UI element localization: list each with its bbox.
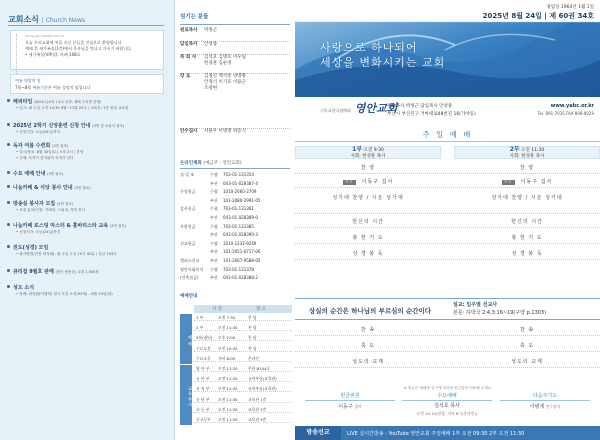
news-heading: 큐티집 9월호 판매 — [13, 269, 54, 275]
issue-info — [483, 4, 594, 20]
news-item — [6, 222, 168, 235]
duty-heading: 다음주기도 — [500, 392, 590, 401]
staff-names: 박정근 — [204, 28, 218, 33]
closing-row — [295, 340, 600, 352]
order-item: 성 경 봉 독 — [511, 251, 543, 257]
service-name: 2부 — [509, 146, 520, 153]
account-number: 703-01-131354 — [223, 172, 254, 177]
schedule-service: 초 등 부 — [196, 406, 210, 412]
account-number: 101-2080-2991-05 — [223, 197, 261, 203]
website-link[interactable]: www.yabc.or.kr — [550, 103, 594, 109]
schedule-row — [194, 406, 292, 413]
service-2-box — [454, 146, 600, 159]
header-banner — [295, 0, 600, 97]
news-heading: 해피타임 — [13, 99, 33, 105]
account-bank: 수협 — [210, 172, 218, 177]
staff-names: 서용우 이병재 하동식 — [204, 129, 246, 134]
staff-row — [180, 41, 290, 47]
schedule-place: 본 당 — [248, 335, 257, 341]
account-row — [180, 275, 292, 282]
schedule-row — [194, 385, 292, 392]
news-heading: 수요 예배 안내 — [13, 171, 46, 177]
account-number: 101-2067-9588-05 — [223, 258, 261, 263]
staff-role: 장 로 — [180, 74, 191, 79]
order-item: 봉 헌 기 도 — [511, 235, 543, 241]
account-type: 영안사회복지 — [180, 266, 204, 272]
account-type: 주정헌금 — [180, 189, 196, 195]
address: 부산시 부산진구 거마대로48번길 16(가야동) — [387, 112, 476, 117]
schedule-service: 유 치 부 — [196, 386, 210, 392]
denomination: 기독교한국침례회 — [320, 108, 351, 113]
schedule-header — [194, 305, 292, 313]
account-row — [180, 232, 292, 239]
prayer-tag: 기도 — [344, 180, 354, 184]
account-type: 선교헌금 — [180, 240, 196, 246]
order-item: 찬 양 — [360, 165, 376, 171]
order-item: 성가대 찬양 / 시온 성가대 — [332, 195, 404, 201]
duty-name: 이병재 — [529, 404, 545, 410]
schedule-time: 오전 7:30 — [218, 315, 236, 320]
order-row — [295, 216, 600, 228]
duty-heading: 헌금위원 — [305, 392, 395, 401]
broadcast-label: 방송선교 — [295, 426, 341, 440]
church-logo — [320, 100, 397, 116]
news-item — [6, 268, 168, 275]
news-heading-note: (할인 쌈용본) 교재 2,500원 — [55, 270, 99, 274]
duty-wednesday — [402, 392, 492, 418]
order-item: 찬 송 — [519, 327, 535, 333]
schedule-table — [180, 305, 292, 425]
order-item: 성도의 교제 — [352, 359, 384, 365]
accounts-subtitle: (예금주 : 영안교회) — [203, 161, 242, 166]
pastors: 원로목사 박정근 담임목사 안성종 — [387, 104, 453, 109]
staff-names-line: 김석호 김병호 이우림 — [204, 55, 246, 60]
service-host: 사회: 한경훈 목사 — [350, 153, 386, 159]
schedule-place: 유치부실(교육관) — [248, 386, 277, 392]
staff-names-line: 한경훈 김순영 — [204, 61, 232, 66]
schedule-service: 2 부 — [196, 325, 204, 331]
memo-line: 오늘 우리교회에 처음 오신 분들을 진심으로 환영합니다 — [25, 40, 122, 45]
staff-row — [180, 73, 290, 99]
account-row — [180, 181, 292, 188]
duty-heading: 수요예배 — [402, 392, 492, 401]
news-heading: 나눔카페 로스팅 마스터 & 홈바리스타 교육 — [13, 223, 109, 229]
worship-label: 예배 — [180, 314, 192, 364]
staff-role: 안수집사 — [180, 129, 198, 134]
duty-name: 이동구 — [338, 404, 353, 410]
order-item: 이동구 집사 — [361, 179, 394, 185]
schedule-place: 교육관 2층 — [248, 406, 267, 412]
schedule-service: 3부(청년) — [196, 335, 213, 341]
account-bank: 부산 — [210, 180, 218, 186]
church-news-panel — [0, 0, 175, 440]
news-heading-note: (3번 및 보류서 참조) — [92, 124, 125, 128]
closing-row — [295, 324, 600, 336]
schedule-time: 저녁 8:00 — [218, 355, 236, 361]
staff-role: 원로목사 — [180, 28, 198, 33]
account-bank: 수협 — [210, 189, 218, 195]
schedule-time: 오전 11:30 — [218, 396, 238, 402]
order-item: 봉 헌 기 도 — [352, 235, 384, 241]
order-row — [295, 192, 600, 214]
broadcast-bar — [295, 426, 600, 440]
account-bank: 수협 — [210, 266, 218, 272]
duty-next-prayer — [500, 392, 590, 411]
order-item: 찬 송 — [360, 327, 376, 333]
news-heading-note: (3번 참조) — [52, 144, 69, 148]
news-item — [6, 98, 168, 111]
account-number: 043-01-028387-4 — [223, 180, 258, 186]
schedule-time: 오전 10:30 — [218, 345, 238, 351]
order-row — [295, 162, 600, 174]
order-item: 성 경 봉 독 — [352, 251, 384, 257]
header-staff — [387, 103, 476, 119]
service-name: 1부 — [352, 146, 363, 153]
account-type: (건축헌금) — [180, 275, 199, 281]
news-item — [6, 284, 168, 297]
schedule-place: 본관 B104호 — [248, 366, 271, 371]
schedule-time: 오전 11:30 — [218, 366, 238, 371]
founded-date: 창립일 1964년 1월 1일 — [546, 5, 594, 10]
slogan-line: 세상을 변화시키는 교회 — [320, 56, 446, 69]
account-bank: 부산 — [210, 215, 218, 220]
worship-title: 주 일 예 배 — [422, 130, 473, 139]
duty-title: 오전 10:10(현장, 저녁 8시(온라인)) — [416, 411, 478, 416]
news-heading: 방송실 봉사자 모집 — [13, 201, 56, 207]
summer-box-text: 7월~8월 여름기간은 여름 성장의 달입니다 — [15, 85, 91, 90]
service-time: 오전 11:30 — [521, 148, 545, 153]
account-bank: 수협 — [210, 223, 218, 229]
order-item: 헌신의 시간 — [511, 219, 543, 225]
news-item — [6, 142, 168, 161]
duty-name: 김석호 목사 — [434, 403, 460, 409]
staff-names-line: 조광현 — [204, 86, 218, 91]
schedule-service: 수요오전 — [196, 345, 211, 351]
phone: Tel. 891-7035 FAX 898-9029 — [537, 111, 594, 116]
divider — [295, 141, 600, 142]
schedule-place: 본 당 — [248, 325, 257, 331]
accounts-title — [180, 160, 242, 166]
news-item — [6, 170, 168, 177]
divider — [180, 24, 290, 25]
account-number: 101-2051-6717-06 — [223, 249, 261, 255]
church-news-title — [8, 14, 85, 25]
account-bank: 수협 — [210, 206, 218, 212]
account-row — [180, 258, 292, 265]
memo-line: • 새가족실(VIP실): 카페 108호 — [25, 52, 81, 57]
summer-box-title: 여름 명랑의 달 — [15, 78, 41, 83]
order-item: 찬 양 — [519, 165, 535, 171]
schedule-time: 오후 2:00 — [218, 335, 236, 341]
schedule-row — [194, 396, 292, 403]
order-row — [295, 176, 600, 188]
account-bank: 부산 — [210, 275, 218, 281]
account-number: 043-01-028390-3 — [223, 232, 258, 238]
service-time: 오전 9:30 — [363, 148, 384, 153]
account-bank: 수협 — [210, 240, 218, 246]
order-item: 축 도 — [360, 343, 376, 349]
memo-caption: Young-Ahn Baptist Church — [25, 34, 65, 38]
schedule-time: 오전 11:30 — [218, 376, 238, 382]
schedule-service: 유 년 부 — [196, 396, 210, 402]
account-number: 703-01-131378 — [223, 266, 254, 272]
schedule-time: 오전 11:30 — [218, 386, 238, 392]
church-news-subtitle: | Church News — [41, 17, 85, 24]
info-panel — [176, 0, 294, 440]
account-number: 703-01-131385 — [223, 223, 254, 229]
staff-title: 섬기는 분들 — [180, 14, 209, 20]
schedule-place: 교육관 3층 — [248, 417, 267, 422]
news-heading-note: (3번 참조) — [47, 172, 64, 176]
memo-line: 예배 후 새가족실(1층)에서 목사님을 만나고 가시기 바랍니다 — [25, 46, 132, 51]
news-item — [6, 184, 168, 191]
sermon-preacher: 설교: 임우열 선교사 — [453, 302, 498, 308]
news-heading-note: (3번 참조) — [109, 224, 127, 228]
sermon-info — [453, 301, 546, 317]
schedule-place: 본 당 — [248, 315, 257, 320]
worship-panel — [295, 0, 600, 440]
account-number: 1010-2660-2709 — [223, 189, 257, 195]
schedule-service: 1 부 — [196, 315, 204, 320]
prayer-tag: 기도 — [503, 180, 513, 184]
slogan-line: 사랑으로 하나되어 — [320, 41, 418, 54]
account-row — [180, 267, 292, 274]
schedule-place: 유아부실(교육관) — [248, 376, 277, 382]
account-number: 043-01-028388-2 — [223, 275, 258, 281]
service-1-box — [295, 146, 441, 159]
news-detail: • 주제: 독자가 즐거워야 독자가 산다 — [16, 156, 74, 160]
news-heading: 2025년 2학기 신앙훈련 신청 안내 — [13, 123, 91, 129]
order-row — [295, 248, 600, 260]
schedule-service: 수요오후 — [196, 355, 211, 361]
broadcast-info[interactable]: LIVE 실시간방송 : YouTube 영안교회 주일예배 1부 오전 09:30 2부 오전 11:30 — [347, 431, 525, 437]
account-number: 043-01-028389-0 — [223, 215, 258, 220]
schedule-service: 영 아 부 — [196, 366, 210, 371]
schedule-row — [194, 355, 292, 362]
schedule-service: 중고등부 — [196, 417, 211, 422]
news-heading-note: (3번 참조) — [56, 202, 74, 206]
duty-title: 안수집사 — [545, 404, 561, 409]
account-row — [180, 189, 292, 196]
news-heading-note: (3번 참조) — [74, 186, 91, 190]
news-detail: • 신청기간: 오늘(24일)까지 — [16, 230, 61, 234]
account-bank: 부산 — [210, 197, 218, 203]
issue-date: 2025년 8월 24일 | 제 60권 34호 — [482, 12, 594, 20]
staff-names: 안성종 — [204, 42, 218, 47]
closing-row — [295, 356, 600, 368]
staff-role: 목 회 자 — [180, 55, 197, 60]
staff-row — [180, 54, 290, 73]
account-row — [180, 172, 292, 179]
news-heading: 나눔카페 & 식당 봉사 안내 — [13, 185, 73, 191]
contact — [538, 103, 594, 118]
schedule-row — [194, 334, 292, 341]
schedule-place: 본 당 — [248, 345, 257, 351]
staff-names — [204, 55, 292, 67]
schedule-row — [194, 416, 292, 423]
account-bank: 부산 — [210, 249, 218, 255]
schedule-row — [194, 314, 292, 321]
church-news-title-text: 교회소식 — [8, 15, 39, 24]
schedule-time: 오전 11:30 — [218, 325, 238, 331]
schedule-time: 오전 11:30 — [218, 406, 238, 412]
duty-offering — [305, 392, 395, 411]
staff-names-line: 안경식 이기호 이용근 — [204, 80, 246, 85]
news-detail: • 일시: 매 주일 오전 10:30 9월~11월 25주 / 교육부: 1층 중강 교육관 — [16, 106, 129, 110]
staff-role: 담임목사 — [180, 42, 198, 47]
order-item: 성도의 교제 — [511, 359, 543, 365]
news-item — [6, 200, 168, 213]
news-item — [6, 122, 168, 135]
account-row — [180, 215, 292, 222]
slogan — [320, 40, 445, 70]
divider — [8, 25, 164, 26]
account-number: 1010-1232-9249 — [223, 240, 257, 246]
news-heading: 독자 여름 수련회 — [13, 143, 51, 149]
news-detail: • 모집 분야/인원: 카메라, 스위치, 자막 봉사 — [16, 208, 86, 212]
church-name: 영안교회 — [354, 102, 398, 115]
account-row — [180, 224, 292, 231]
account-type: 사랑헌금 — [180, 223, 196, 229]
order-item: 성가대 찬양 / 시온 성가대 — [491, 195, 563, 201]
order-item: 헌신의 시간 — [352, 219, 384, 225]
divider — [180, 168, 290, 169]
schedule-place: 온라인 — [248, 355, 260, 361]
schedule-header-place: 장 소 — [256, 307, 267, 312]
schedule-header-time: 시 간 — [212, 307, 223, 312]
news-heading-note: (8/24주)교육 / 4주 과정, 예배 주차별 진행) — [34, 100, 102, 104]
accounts-title-text: 온라인계좌 — [180, 161, 202, 166]
account-number: 703-01-131361 — [223, 206, 254, 212]
staff-row — [180, 128, 290, 134]
education-label: 교육부서 — [180, 365, 192, 425]
sermon-title: 상실의 순간은 하나님의 부르심의 순간이다 — [309, 307, 432, 315]
schedule-time: 오전 11:30 — [218, 417, 238, 422]
news-heading: 권도(성경) 모임 — [13, 245, 49, 251]
offering-note: ※ 헌금은 예배당 입구에 마련된 헌금함을 이용해 주세요 — [403, 386, 492, 390]
order-item: 이동구 집사 — [520, 179, 553, 185]
news-detail: • 일시/장소: 8월 30일(토) 오후 2시 / 본당 — [16, 150, 84, 154]
account-type: 십 일 조 — [180, 172, 195, 177]
schedule-row — [194, 345, 292, 352]
account-row — [180, 206, 292, 213]
account-type: 캠퍼스선교 — [180, 258, 200, 263]
account-type: 감사헌금 — [180, 206, 196, 212]
welcome-memo — [10, 30, 164, 70]
schedule-title: 예배안내 — [180, 294, 198, 299]
news-heading: 성도 소식 — [13, 285, 35, 291]
service-host: 사회: 한경훈 목사 — [509, 153, 545, 159]
staff-names-line: 김정길 백석중 양영왕 — [204, 74, 246, 79]
news-item — [6, 244, 168, 257]
news-detail: • 신청기간: 오늘(24일)까지 — [16, 130, 61, 134]
schedule-row — [194, 375, 292, 382]
order-item: 축 도 — [519, 343, 535, 349]
schedule-row — [194, 324, 292, 331]
news-detail: • 장례: 최현원(이행재) 집사 모친 소천(92세) – 8월 19일(화) — [16, 292, 113, 296]
staff-names — [204, 74, 292, 92]
summer-box — [10, 74, 164, 94]
news-detail: • 참가방법(전경 바자회): 매 주일 오전 10시 40분 / 본관 103호 — [16, 252, 117, 256]
schedule-place: 교육관 1층 — [248, 396, 267, 402]
account-row — [180, 249, 292, 256]
account-row — [180, 198, 292, 205]
account-bank: 부산 — [210, 232, 218, 238]
account-row — [180, 241, 292, 248]
account-bank: 부산 — [210, 258, 218, 263]
order-row — [295, 232, 600, 244]
sermon-block — [295, 298, 600, 320]
sermon-scripture: 본문: 하박국 2:4,3:16~19(구약 p.1303) — [453, 310, 547, 316]
duty-title: 집사 — [354, 404, 362, 409]
schedule-row — [194, 365, 292, 372]
schedule-service: 유 아 부 — [196, 376, 210, 382]
